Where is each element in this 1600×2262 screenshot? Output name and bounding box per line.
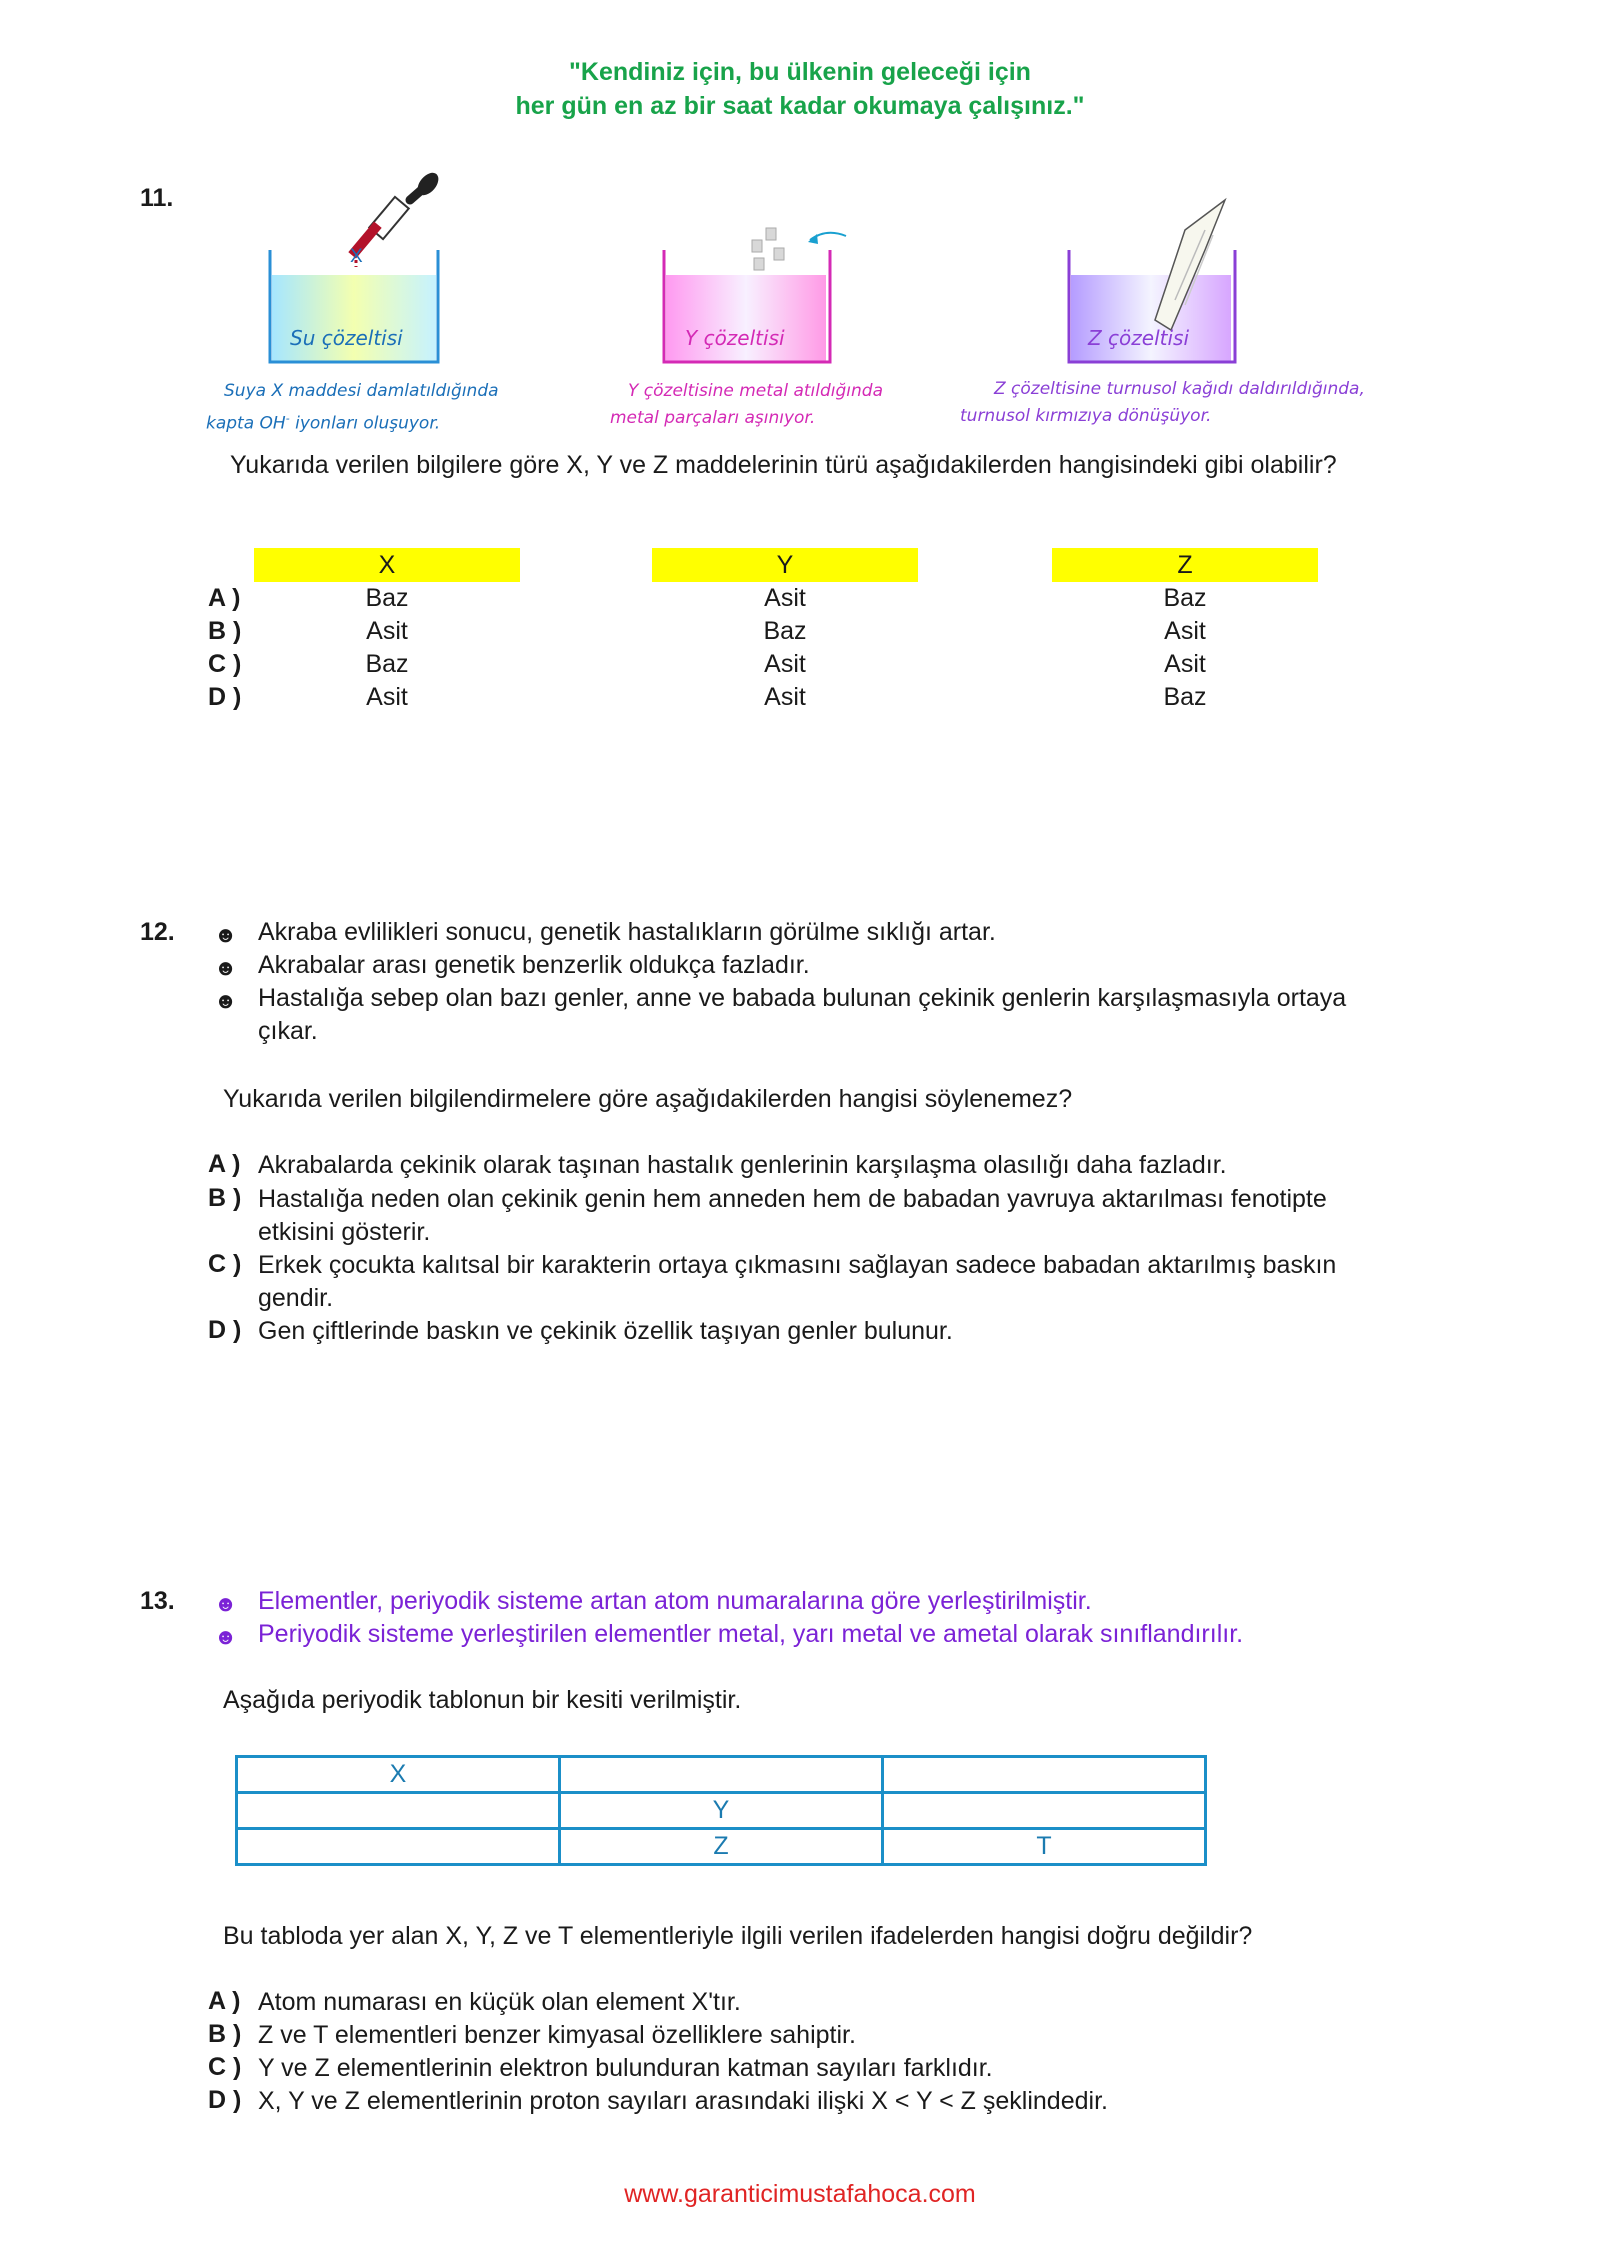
ptable-cell [883, 1757, 1206, 1793]
q12-option-b-text: Hastalığa neden olan çekinik genin hem anneden hem de babadan yavruya aktarılması fenotipte [258, 1185, 1327, 1213]
note-y-line-2: metal parçaları aşınıyor. [610, 408, 816, 428]
question-13-text: Bu tabloda yer alan X, Y, Z ve T elementleriyle ilgili verilen ifadelerden hangisi doğru değildir? [223, 1922, 1253, 1950]
q12-option-a-label[interactable]: A ) [208, 1150, 241, 1178]
q11-option-b-z: Asit [1164, 617, 1206, 645]
q13-bullet-2: Periyodik sisteme yerleştirilen elementler metal, yarı metal ve ametal olarak sınıflandırılır. [258, 1620, 1244, 1648]
q13-option-c-text: Y ve Z elementlerinin elektron bulunduran katman sayıları farklıdır. [258, 2054, 993, 2082]
beaker-caption-y: Y çözeltisi [685, 326, 785, 350]
ptable-cell [883, 1793, 1206, 1829]
q12-option-c-label[interactable]: C ) [208, 1250, 242, 1278]
footer-website-link[interactable]: www.garanticimustafahoca.com [624, 2180, 976, 2208]
q12-option-a-text: Akrabalarda çekinik olarak taşınan hastalık genlerinin karşılaşma olasılığı daha fazladır. [258, 1151, 1227, 1179]
q11-option-d-label[interactable]: D ) [208, 683, 242, 711]
q13-option-d-text: X, Y ve Z elementlerinin proton sayıları arasındaki ilişki X < Y < Z şeklindedir. [258, 2087, 1108, 2115]
question-12-text: Yukarıda verilen bilgilendirmelere göre aşağıdakilerden hangisi söylenemez? [223, 1085, 1073, 1113]
table-header-y: Y [652, 548, 918, 582]
q13-option-d-label[interactable]: D ) [208, 2086, 242, 2114]
q13-option-a-label[interactable]: A ) [208, 1987, 241, 2015]
q11-option-d-y: Asit [764, 683, 806, 711]
q11-option-d-x: Asit [366, 683, 408, 711]
question-11-number: 11. [140, 184, 174, 212]
q11-option-c-y: Asit [764, 650, 806, 678]
bullet-icon: ☻ [214, 922, 238, 947]
ptable-cell: T [883, 1829, 1206, 1865]
q11-option-b-y: Baz [763, 617, 807, 645]
table-header-z: Z [1052, 548, 1318, 582]
q11-option-a-x: Baz [365, 584, 409, 612]
bullet-icon: ☻ [214, 955, 238, 980]
q11-option-c-x: Baz [365, 650, 409, 678]
q12-option-c-text: Erkek çocukta kalıtsal bir karakterin ortaya çıkmasını sağlayan sadece babadan aktarılmış baskın [258, 1251, 1337, 1279]
motto-line-2: her gün en az bir saat kadar okumaya çalışınız." [515, 92, 1085, 120]
ptable-cell: X [237, 1757, 560, 1793]
q12-option-b-text-cont: etkisini gösterir. [258, 1218, 431, 1246]
metal-pieces-icon [752, 228, 784, 270]
q12-bullet-3-cont: çıkar. [258, 1017, 318, 1045]
question-11-text: Yukarıda verilen bilgilere göre X, Y ve Z maddelerinin türü aşağıdakilerden hangisindeki gibi olabilir? [230, 451, 1337, 479]
beaker-caption-z: Z çözeltisi [1088, 326, 1190, 350]
ptable-cell: Z [560, 1829, 883, 1865]
ptable-cell: Y [560, 1793, 883, 1829]
q11-option-a-label[interactable]: A ) [208, 584, 241, 612]
beaker-caption-water: Su çözeltisi [290, 326, 403, 350]
q11-option-c-z: Asit [1164, 650, 1206, 678]
drop-label-x: X [350, 246, 363, 267]
motto-line-1: "Kendiniz için, bu ülkenin geleceği için [569, 58, 1031, 86]
question-12-number: 12. [140, 918, 175, 946]
table-header-x: X [254, 548, 520, 582]
note-water-line-2: kapta OH- iyonları oluşuyor. [206, 412, 441, 434]
q11-option-a-z: Baz [1163, 584, 1207, 612]
q11-option-a-y: Asit [764, 584, 806, 612]
q12-option-b-label[interactable]: B ) [208, 1184, 242, 1212]
q12-bullet-1: Akraba evlilikleri sonucu, genetik hastalıkların görülme sıklığı artar. [258, 918, 996, 946]
note-y-line-1: Y çözeltisine metal atıldığında [628, 381, 884, 401]
q12-option-d-label[interactable]: D ) [208, 1316, 242, 1344]
ptable-cell [237, 1829, 560, 1865]
bullet-icon: ☻ [214, 1624, 238, 1649]
q13-option-a-text: Atom numarası en küçük olan element X'tır. [258, 1988, 741, 2016]
ptable-cell [237, 1793, 560, 1829]
q12-bullet-3: Hastalığa sebep olan bazı genler, anne ve babada bulunan çekinik genlerin karşılaşmasıyla ortaya [258, 984, 1347, 1012]
q11-option-d-z: Baz [1163, 683, 1207, 711]
note-water-line-1: Suya X maddesi damlatıldığında [224, 381, 499, 401]
bullet-icon: ☻ [214, 988, 238, 1013]
ptable-cell [560, 1757, 883, 1793]
q11-option-c-label[interactable]: C ) [208, 650, 242, 678]
note-z-line-1: Z çözeltisine turnusol kağıdı daldırıldığında, [994, 379, 1365, 399]
q13-bullet-1: Elementler, periyodik sisteme artan atom numaralarına göre yerleştirilmiştir. [258, 1587, 1092, 1615]
periodic-table-section [235, 1755, 1207, 1866]
q13-intro: Aşağıda periyodik tablonun bir kesiti verilmiştir. [223, 1686, 742, 1714]
q12-option-c-text-cont: gendir. [258, 1284, 334, 1312]
question-13-number: 13. [140, 1587, 175, 1615]
note-z-line-2: turnusol kırmızıya dönüşüyor. [960, 406, 1212, 426]
q13-option-b-label[interactable]: B ) [208, 2020, 242, 2048]
q12-option-d-text: Gen çiftlerinde baskın ve çekinik özellik taşıyan genler bulunur. [258, 1317, 953, 1345]
q13-option-c-label[interactable]: C ) [208, 2053, 242, 2081]
q11-option-b-x: Asit [366, 617, 408, 645]
q13-option-b-text: Z ve T elementleri benzer kimyasal özelliklere sahiptir. [258, 2021, 856, 2049]
bullet-icon: ☻ [214, 1591, 238, 1616]
q11-option-b-label[interactable]: B ) [208, 617, 242, 645]
q12-bullet-2: Akrabalar arası genetik benzerlik oldukça fazladır. [258, 951, 810, 979]
